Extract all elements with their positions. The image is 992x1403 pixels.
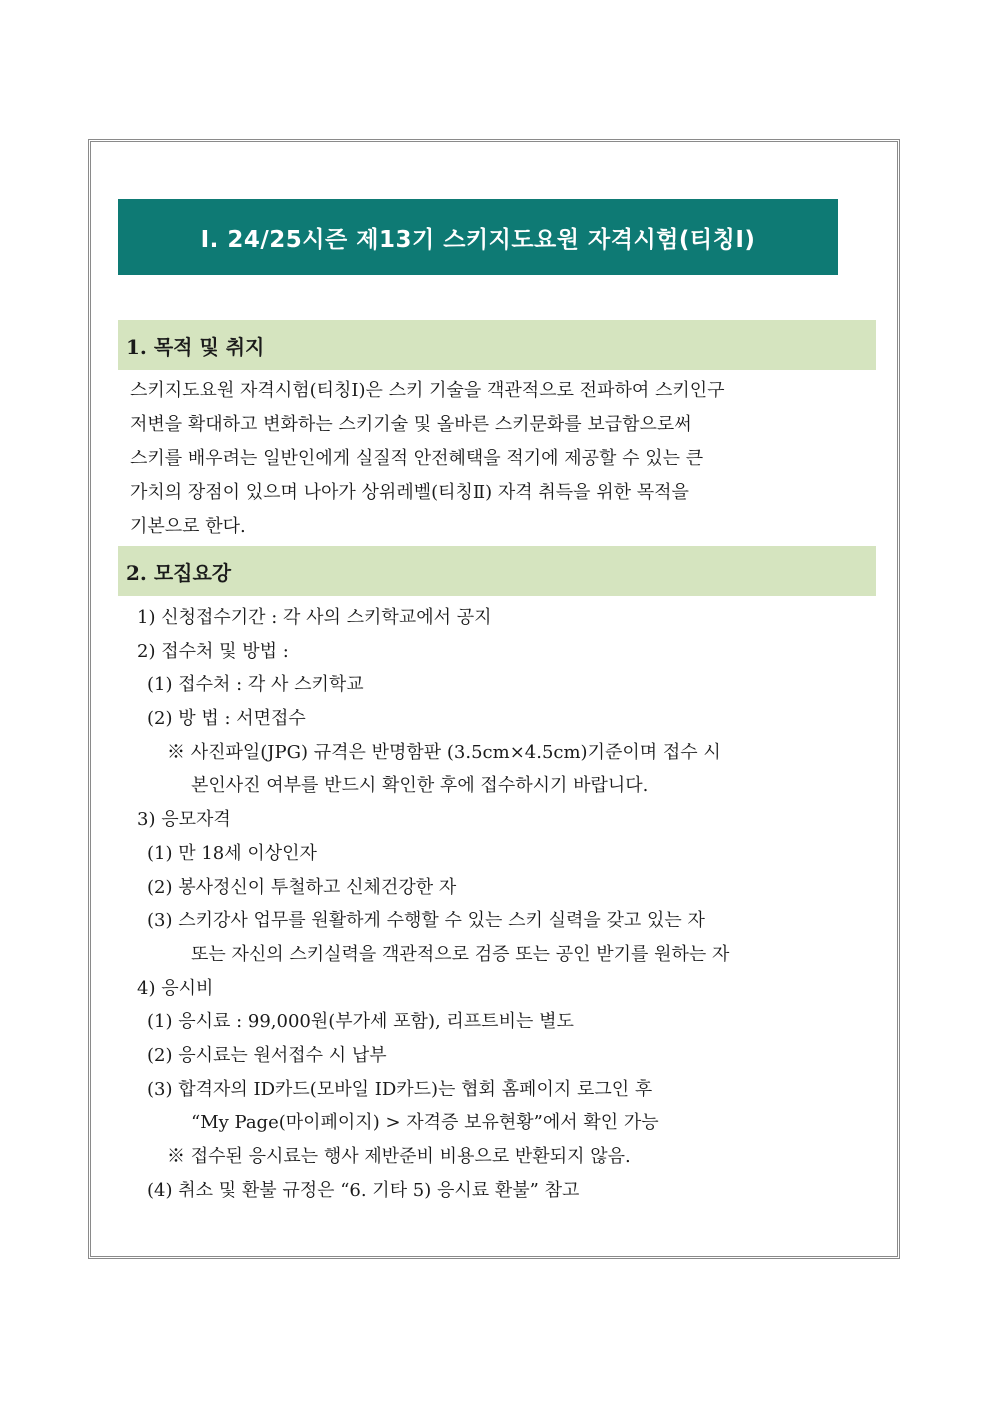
recruitment-list xyxy=(0,601,992,1207)
section-heading-recruitment: 2. 모집요강 xyxy=(118,546,876,596)
list-note-continuation: 본인사진 여부를 반드시 확인한 후에 접수하시기 바랍니다. xyxy=(191,775,649,797)
list-item: (2) 방 법 : 서면접수 xyxy=(147,708,306,730)
paragraph-line: 저변을 확대하고 변화하는 스키기술 및 올바른 스키문화를 보급함으로써 xyxy=(130,414,692,435)
paragraph-line: 가치의 장점이 있으며 나아가 상위레벨(티칭Ⅱ) 자격 취득을 위한 목적을 xyxy=(130,482,689,503)
list-item: 1) 신청접수기간 : 각 사의 스키학교에서 공지 xyxy=(137,607,492,628)
paragraph-line: 기본으로 한다. xyxy=(130,516,246,537)
paragraph-line: 스키를 배우려는 일반인에게 실질적 안전혜택을 적기에 제공할 수 있는 큰 xyxy=(130,448,704,469)
list-item: (1) 만 18세 이상인자 xyxy=(147,842,317,864)
list-item: 2) 접수처 및 방법 : xyxy=(137,640,289,662)
list-item: 3) 응모자격 xyxy=(137,809,231,831)
list-item: (3) 스키강사 업무를 원활하게 수행할 수 있는 스키 실력을 갖고 있는 자 xyxy=(147,910,705,932)
list-item: (1) 접수처 : 각 사 스키학교 xyxy=(147,674,364,696)
page-title: Ⅰ. 24/25시즌 제13기 스키지도요원 자격시험(티칭Ⅰ) xyxy=(118,199,838,275)
list-item-continuation: “My Page(마이페이지) > 자격증 보유현황”에서 확인 가능 xyxy=(191,1112,659,1134)
paragraph-line: 스키지도요원 자격시험(티칭Ⅰ)은 스키 기술을 객관적으로 전파하여 스키인구 xyxy=(130,380,725,401)
section-heading-purpose: 1. 목적 및 취지 xyxy=(118,320,876,370)
list-note: ※ 사진파일(JPG) 규격은 반명함판 (3.5cm×4.5cm)기준이며 접수 시 xyxy=(167,741,721,763)
list-item: (3) 합격자의 ID카드(모바일 ID카드)는 협회 홈페이지 로그인 후 xyxy=(147,1078,653,1100)
purpose-paragraph xyxy=(130,374,878,544)
list-item: 4) 응시비 xyxy=(137,977,214,999)
list-note: ※ 접수된 응시료는 행사 제반준비 비용으로 반환되지 않음. xyxy=(167,1146,631,1167)
list-item: (4) 취소 및 환불 규정은 “6. 기타 5) 응시료 환불” 참고 xyxy=(147,1179,580,1201)
list-item: (1) 응시료 : 99,000원(부가세 포함), 리프트비는 별도 xyxy=(147,1011,574,1033)
list-item: (2) 응시료는 원서접수 시 납부 xyxy=(147,1044,387,1066)
list-item-continuation: 또는 자신의 스키실력을 객관적으로 검증 또는 공인 받기를 원하는 자 xyxy=(191,943,730,965)
list-item: (2) 봉사정신이 투철하고 신체건강한 자 xyxy=(147,876,457,898)
